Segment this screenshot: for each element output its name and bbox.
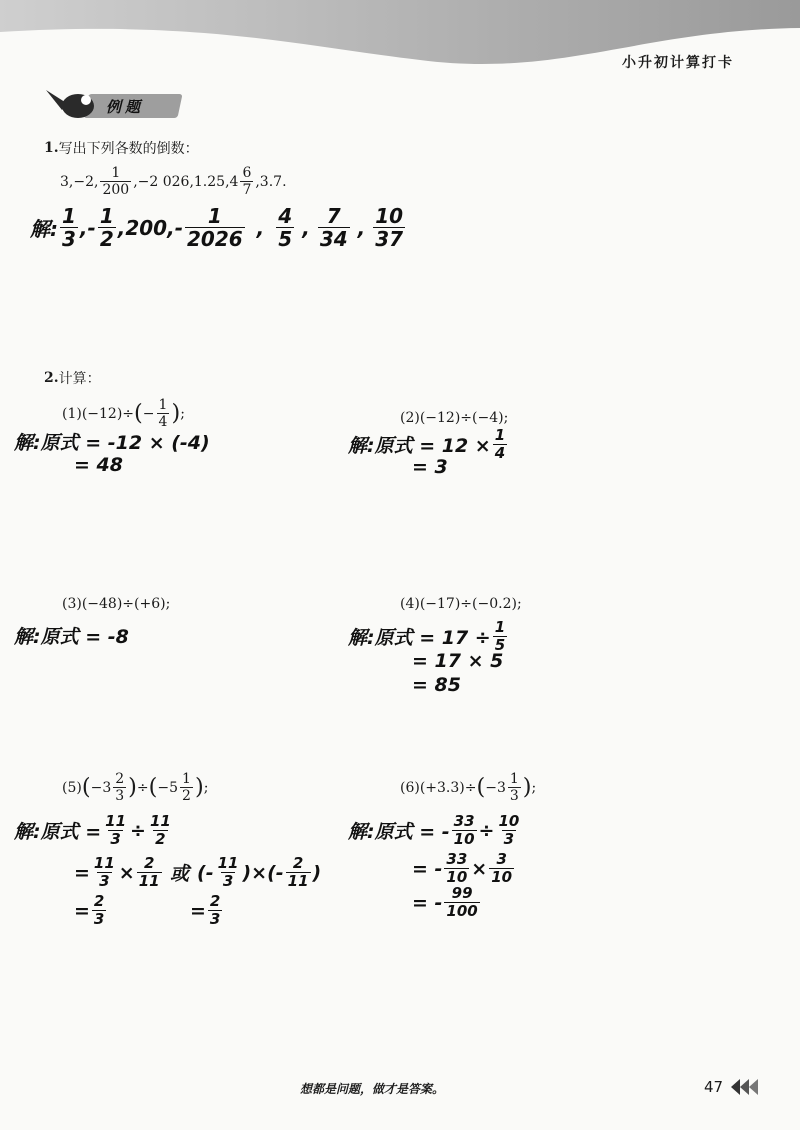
p3-line1: 解:原式 = -8	[14, 626, 129, 648]
q1-answer	[30, 206, 407, 249]
p6-line2: = - $\frac{33}{10}$ × $\frac{3}{10}$	[412, 850, 513, 886]
answer-sep: ,-	[79, 215, 96, 240]
p6-line3: = - $\frac{99}{100}$	[412, 884, 478, 920]
list-text: ,−2 026,1.25,4	[133, 173, 239, 190]
triple-chevron-left-icon	[730, 1078, 760, 1096]
p1-line2: = 48	[74, 454, 123, 476]
pen-mascot-icon	[42, 86, 102, 122]
fraction: $\frac{4}{5}$	[278, 204, 293, 251]
list-text: ,3.7.	[255, 173, 287, 190]
p5-problem: (5) ( −3 $\frac{2}{3}$ ) ÷ ( −5 $\frac{1}{2}$ ) ;	[62, 771, 209, 804]
fraction: $\frac{7}{34}$	[319, 204, 348, 251]
q2-text: 计算：	[58, 371, 101, 387]
section-badge	[42, 86, 182, 122]
section-label: 例题	[106, 98, 145, 116]
p5-line3: = $\frac{2}{3}$	[74, 892, 105, 928]
fraction: $\frac{1}{200}$	[102, 165, 130, 198]
list-text: 3,−2,	[60, 173, 99, 190]
p4-line1: 解:原式 = 17 ÷ $\frac{1}{5}$	[348, 618, 506, 654]
p6-problem: (6)(+3.3)÷ ( −3 $\frac{1}{3}$ ) ;	[400, 771, 537, 804]
p4-line3: = 85	[412, 674, 461, 696]
p5-alt-result: = $\frac{2}{3}$	[190, 892, 221, 928]
fraction: $\frac{1}{2026}$	[187, 204, 243, 251]
fraction: $\frac{1}{2}$	[99, 204, 114, 251]
p2-line2: = 3	[412, 456, 448, 478]
p4-line2: = 17 × 5	[412, 650, 504, 672]
fraction: $\frac{1}{3}$	[62, 204, 76, 251]
p6-line1: 解:原式 = - $\frac{33}{10}$ ÷ $\frac{10}{3}$	[348, 812, 520, 848]
answer-sep: ,	[302, 215, 310, 240]
answer-sep: ,	[357, 215, 366, 240]
p2-problem: (2)(−12)÷(−4);	[400, 410, 509, 426]
q1-number-list	[60, 166, 287, 197]
answer-sep: ,200,-	[117, 215, 183, 240]
answer-sep: ,	[256, 215, 265, 240]
page-number: 47	[704, 1078, 724, 1096]
p5-line2: = $\frac{11}{3}$ × $\frac{2}{11}$	[74, 854, 160, 890]
answer-label: 解:	[30, 217, 58, 241]
q1-prompt	[44, 138, 199, 158]
fraction: $\frac{10}{37}$	[375, 204, 404, 251]
fraction: $\frac{6}{7}$	[242, 165, 252, 198]
p5-line1: 解:原式 = $\frac{11}{3}$ ÷ $\frac{11}{2}$	[14, 812, 171, 848]
p3-problem: (3)(−48)÷(+6);	[62, 596, 171, 612]
header-title: 小升初计算打卡	[622, 55, 734, 71]
footer-motto: 想都是问题，做才是答案。	[300, 1082, 445, 1096]
p4-problem: (4)(−17)÷(−0.2);	[400, 596, 522, 612]
p1-problem: (1)(−12)÷ ( − $\frac{1}{4}$ ) ;	[62, 397, 185, 430]
q1-number: 1.	[44, 140, 59, 156]
p1-line1: 解:原式 = -12 × (-4)	[14, 432, 210, 454]
q2-number: 2.	[44, 370, 59, 386]
q2-prompt	[44, 368, 101, 388]
p2-line1: 解:原式 = 12 × $\frac{1}{4}$	[348, 426, 506, 462]
p5-alt-line: 或 (- $\frac{11}{3}$ )×(- $\frac{2}{11}$ )	[170, 854, 322, 890]
q1-text: 写出下列各数的倒数：	[58, 141, 199, 157]
